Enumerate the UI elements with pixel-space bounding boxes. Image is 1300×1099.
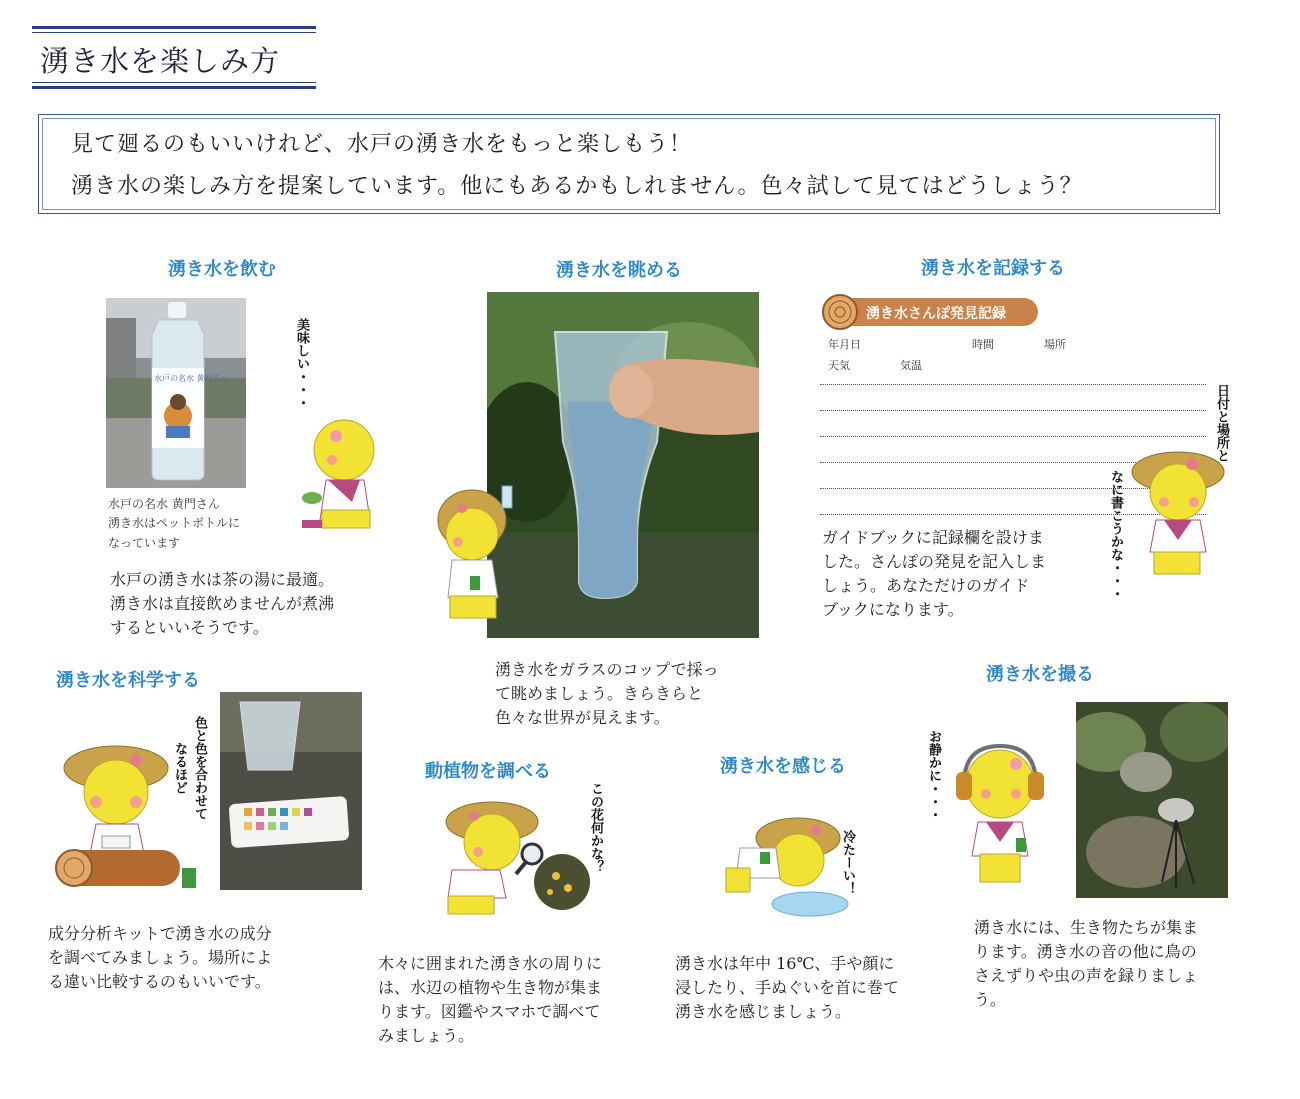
drink-speech: 美味しい・・・: [294, 318, 309, 409]
feel-body: [675, 952, 899, 1024]
record-banner-text: 湧き水さんぽ発見記録: [866, 306, 1006, 322]
record-sound-speech: お静かに・・・: [926, 730, 941, 821]
log-field-place: 場所: [1044, 338, 1066, 351]
nature-body-line-2: は、水辺の植物や生き物が集ま: [378, 978, 603, 997]
drink-body-line-3: するといいそうです。: [110, 618, 269, 637]
character-drinking-icon: [298, 410, 384, 536]
record-body-line-4: ブックになります。: [822, 600, 964, 619]
character-sitting-on-log-icon: [52, 738, 200, 896]
bottle-photo: [106, 298, 246, 488]
test-kit-photo-image: [220, 692, 362, 890]
view-body-line-3: 色々な世界が見えます。: [495, 708, 670, 727]
science-speech-2: なるほど: [172, 742, 187, 794]
drink-caption-1: 水戸の名水 黄門さん: [108, 497, 220, 511]
science-speech-1: 色と色を合わせて: [192, 716, 207, 820]
section-heading-science: 湧き水を科学する: [56, 670, 200, 691]
feel-speech: 冷たーい！: [840, 830, 855, 895]
record-banner: [822, 294, 1040, 330]
drink-body-line-2: 湧き水は直接飲めませんが煮沸: [110, 594, 335, 613]
title-rule-bottom: [32, 86, 316, 89]
section-heading-drink: 湧き水を飲む: [168, 259, 276, 280]
record-body-line-2: した。さんぽの発見を記入しま: [822, 552, 1047, 571]
nature-body: [378, 952, 602, 1048]
drink-caption-2: 湧き水はペットボトルに: [108, 516, 241, 530]
section-heading-record: 湧き水を記録する: [921, 258, 1065, 279]
record-body: [822, 526, 1046, 622]
title-rule-top-thin: [32, 32, 316, 33]
view-body: [495, 658, 719, 730]
science-body-line-3: る違い比較するのもいいです。: [48, 972, 271, 991]
character-writing-icon: [1128, 448, 1226, 584]
log-dotted-line: [820, 436, 1206, 437]
glass-photo: [487, 292, 759, 638]
feel-body-line-3: 湧き水を感じましょう。: [675, 1002, 852, 1021]
character-headphones-icon: [950, 742, 1050, 898]
drink-body: [110, 568, 334, 640]
intro-line-1: 見て廻るのもいいけれど、水戸の湧き水をもっと楽しもう！: [71, 132, 693, 157]
test-kit-photo: [220, 692, 362, 890]
recorder-photo-image: [1076, 702, 1228, 898]
record-sound-body-line-3: さえずりや虫の声を録りましょ: [974, 966, 1199, 985]
nature-body-line-1: 木々に囲まれた湧き水の周りに: [378, 954, 603, 973]
record-speech-2: なに書こうかな・・・: [1108, 470, 1123, 600]
bottle-label: 水戸の名水 黄門さん: [154, 374, 229, 383]
nature-speech: この花何かな？: [588, 782, 603, 873]
view-body-line-1: 湧き水をガラスのコップで採っ: [495, 660, 719, 679]
bottle-photo-image: [106, 298, 246, 488]
record-speech-1: 日付と場所と: [1214, 384, 1229, 462]
drink-body-line-1: 水戸の湧き水は茶の湯に最適。: [110, 570, 335, 589]
log-field-temp: 気温: [900, 359, 922, 372]
log-field-date: 年月日: [828, 338, 861, 351]
glass-photo-image: [487, 292, 759, 638]
character-magnifier-icon: [440, 796, 590, 922]
section-heading-view: 湧き水を眺める: [556, 260, 682, 281]
log-dotted-line: [820, 410, 1206, 411]
title-rule-top: [32, 26, 316, 29]
drink-caption-3: なっています: [108, 536, 181, 550]
section-heading-nature: 動植物を調べる: [425, 761, 551, 782]
section-heading-record-sound: 湧き水を撮る: [986, 664, 1094, 685]
record-sound-body-line-1: 湧き水には、生き物たちが集ま: [974, 918, 1199, 937]
record-sound-body: [974, 916, 1198, 1012]
log-field-weather: 天気: [828, 359, 850, 372]
record-body-line-3: しょう。あなただけのガイド: [822, 576, 1030, 595]
intro-line-2: 湧き水の楽しみ方を提案しています。他にもあるかもしれません。色々試して見てはどうしょう？: [71, 174, 1083, 199]
feel-body-line-1: 湧き水は年中 16℃、手や顔に: [675, 954, 895, 973]
science-body-line-1: 成分分析キットで湧き水の成分: [48, 924, 272, 943]
record-sound-body-line-4: う。: [974, 990, 1007, 1009]
log-dotted-line: [820, 384, 1206, 385]
science-body-line-2: を調べてみましょう。場所によ: [48, 948, 273, 967]
page-title: 湧き水を楽しみ方: [40, 44, 281, 78]
science-body: [48, 922, 272, 994]
record-sound-body-line-2: ります。湧き水の音の他に鳥の: [974, 942, 1197, 961]
log-field-time: 時間: [972, 338, 994, 351]
section-heading-feel: 湧き水を感じる: [720, 756, 846, 777]
record-body-line-1: ガイドブックに記録欄を設けま: [822, 528, 1044, 547]
character-looking-icon: [436, 478, 516, 630]
title-rule-bottom-thin: [32, 82, 316, 83]
nature-body-line-4: みましょう。: [378, 1026, 475, 1045]
intro-box: [38, 114, 1220, 214]
recorder-photo: [1076, 702, 1228, 898]
view-body-line-2: て眺めましょう。きらきらと: [495, 684, 704, 703]
page-title-block: [32, 26, 316, 90]
feel-body-line-2: 浸したり、手ぬぐいを首に巻て: [675, 978, 900, 997]
nature-body-line-3: ります。図鑑やスマホで調べて: [378, 1002, 601, 1021]
character-touching-water-icon: [720, 808, 850, 918]
